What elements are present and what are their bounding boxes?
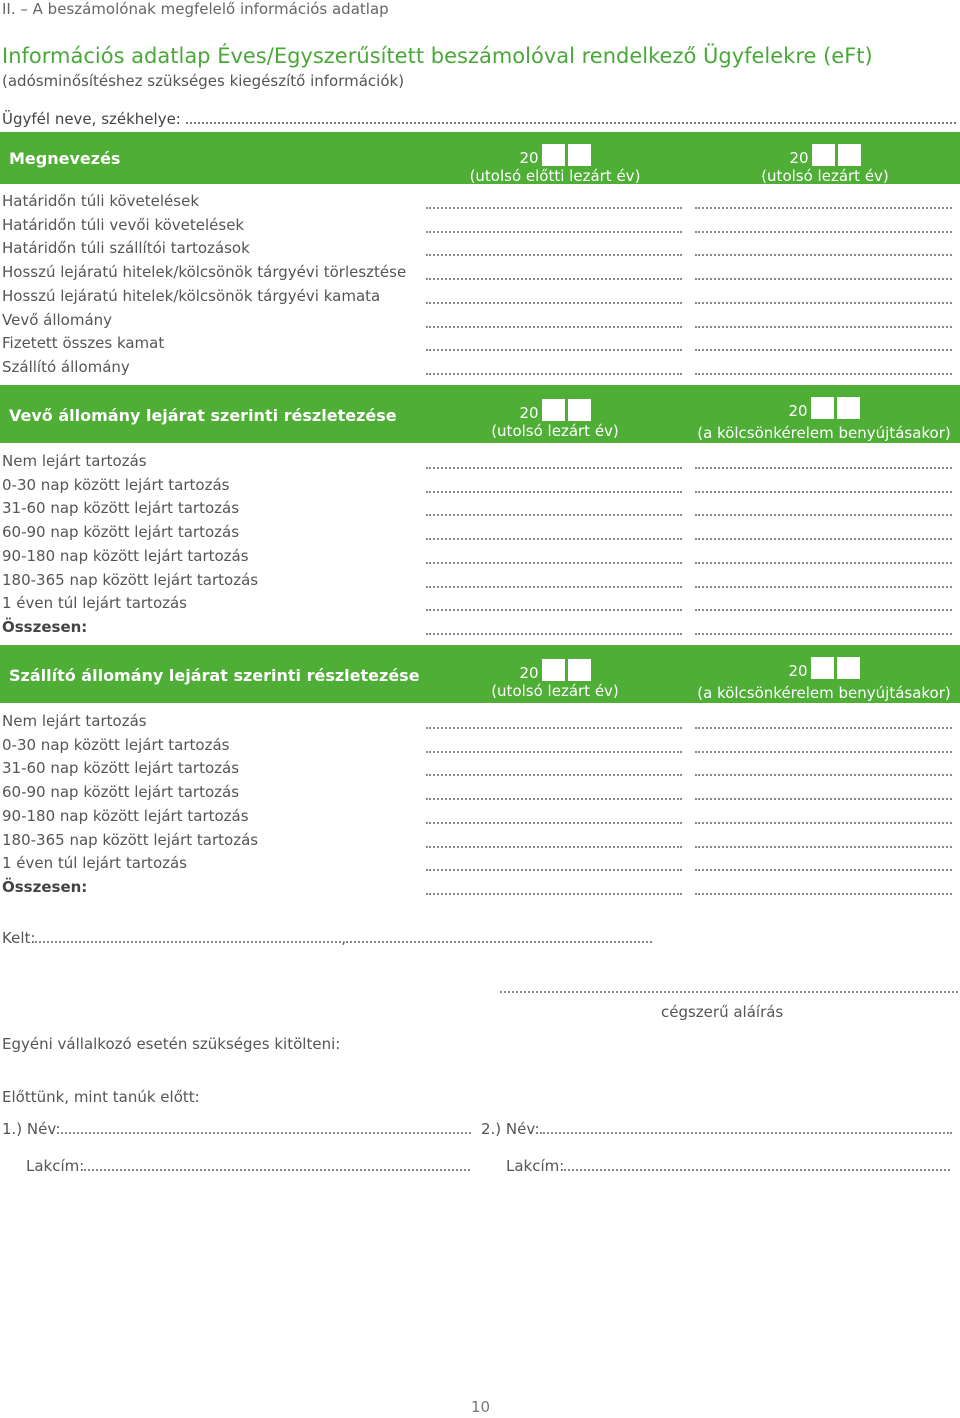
witness1-address-label: Lakcím:	[26, 1157, 85, 1175]
section1-col1-label: (utolsó előtti lezárt év)	[469, 167, 641, 185]
section3-col2-input[interactable]	[695, 846, 952, 848]
section2-col1-input[interactable]	[426, 562, 682, 564]
section3-col1-input[interactable]	[426, 869, 682, 871]
year-box[interactable]	[542, 399, 565, 421]
section1-row-label: Határidőn túli követelések	[2, 192, 200, 210]
section3-row	[0, 758, 960, 782]
page-number: 10	[471, 1398, 491, 1416]
section3-row-label: 90-180 nap között lejárt tartozás	[2, 806, 249, 825]
section2-row	[0, 593, 960, 617]
section1-row-label: Fizetett összes kamat	[2, 334, 165, 353]
section2-col1-input[interactable]	[426, 514, 682, 516]
signature-dotline[interactable]	[500, 991, 958, 993]
section2-col2-input[interactable]	[695, 562, 952, 564]
section2-col2-input[interactable]	[695, 586, 952, 588]
section3-row	[0, 830, 960, 854]
section1-row	[0, 262, 960, 286]
section-label: II. – A beszámolónak megfelelő információs adatlap	[2, 0, 389, 18]
section1-header	[0, 132, 960, 184]
section2-row	[0, 570, 960, 594]
section3-col1-input[interactable]	[426, 727, 682, 729]
section2-col2-input[interactable]	[695, 538, 952, 540]
sole-trader-label: Egyéni vállalkozó esetén szükséges kitölteni:	[2, 1035, 341, 1053]
year-box[interactable]	[568, 144, 591, 166]
year-box[interactable]	[812, 144, 835, 166]
section3-col2-input[interactable]	[695, 727, 952, 729]
section3-col1-year: 20	[519, 664, 539, 682]
section3-title: Szállító állomány lejárat szerinti részletezése	[9, 666, 420, 685]
section1-row	[0, 191, 960, 215]
section1-col1-input[interactable]	[426, 254, 682, 256]
section2-row	[0, 451, 960, 475]
year-box[interactable]	[837, 657, 860, 679]
section1-col1-header	[430, 144, 680, 185]
section1-col1-input[interactable]	[426, 302, 682, 304]
section1-col1-input[interactable]	[426, 278, 682, 280]
section1-col2-input[interactable]	[695, 373, 952, 375]
witness2-name-field[interactable]	[481, 1120, 952, 1138]
section1-row	[0, 238, 960, 262]
section1-col2-input[interactable]	[695, 302, 952, 304]
witnesses-label: Előttünk, mint tanúk előtt:	[2, 1088, 200, 1106]
section3-row	[0, 806, 960, 830]
section3-row-label: 60-90 nap között lejárt tartozás	[2, 783, 240, 802]
section3-col1-header	[430, 659, 680, 700]
section3-total-label: Összesen:	[2, 877, 88, 896]
section2-row	[0, 498, 960, 522]
witness2-address-label: Lakcím:	[506, 1157, 565, 1175]
section2-row	[0, 546, 960, 570]
year-box[interactable]	[542, 144, 565, 166]
section2-col1-input[interactable]	[426, 467, 682, 469]
section3-row	[0, 782, 960, 806]
section2-row	[0, 617, 960, 641]
section1-col1-input[interactable]	[426, 349, 682, 351]
section2-row-label: 60-90 nap között lejárt tartozás	[2, 523, 240, 542]
kelt-label: Kelt:	[2, 929, 36, 947]
signature-label: cégszerű aláírás	[661, 1003, 784, 1021]
section3-row	[0, 711, 960, 735]
witness2-address-field[interactable]	[506, 1157, 950, 1175]
section3-row-label: 180-365 nap között lejárt tartozás	[2, 830, 259, 849]
kelt-place-dotline	[35, 929, 341, 943]
section2-row	[0, 522, 960, 546]
section3-col2-input[interactable]	[695, 751, 952, 753]
section3-col1-input[interactable]	[426, 798, 682, 800]
witness1-address-field[interactable]	[26, 1157, 470, 1175]
section3-row-label: 31-60 nap között lejárt tartozás	[2, 759, 240, 778]
section2-total-label: Összesen:	[2, 617, 88, 636]
section3-row-label: 0-30 nap között lejárt tartozás	[2, 735, 230, 754]
section3-col1-input[interactable]	[426, 751, 682, 753]
year-box[interactable]	[568, 659, 591, 681]
year-box[interactable]	[568, 399, 591, 421]
year-box[interactable]	[811, 397, 834, 419]
section3-row-label: Nem lejárt tartozás	[2, 712, 147, 730]
section3-col1-input[interactable]	[426, 822, 682, 824]
section2-col2-input[interactable]	[695, 514, 952, 516]
section1-row	[0, 333, 960, 357]
client-name-field[interactable]	[2, 108, 956, 128]
section3-col1-input[interactable]	[426, 893, 682, 895]
section2-col1-input[interactable]	[426, 491, 682, 493]
section1-col2-input[interactable]	[695, 326, 952, 328]
section1-col1-input[interactable]	[426, 231, 682, 233]
witness2-name-label: 2.) Név:	[481, 1120, 540, 1138]
section2-col2-input[interactable]	[695, 609, 952, 611]
year-box[interactable]	[811, 657, 834, 679]
witness2-name-dotline	[540, 1120, 952, 1134]
section3-row-label: 1 éven túl lejárt tartozás	[2, 854, 187, 873]
kelt-separator: ,	[341, 929, 347, 947]
section2-title: Vevő állomány lejárat szerinti részletezése	[9, 406, 397, 425]
section1-col2-input[interactable]	[695, 278, 952, 280]
section2-row-label: 0-30 nap között lejárt tartozás	[2, 475, 230, 494]
section3-row	[0, 853, 960, 877]
section1-col2-label: (utolsó lezárt év)	[761, 167, 889, 185]
witness2-address-dotline	[564, 1157, 950, 1171]
section1-col2-input[interactable]	[695, 231, 952, 233]
section1-col1-input[interactable]	[426, 326, 682, 328]
section3-col2-input[interactable]	[695, 822, 952, 824]
section1-row	[0, 286, 960, 310]
section1-col2-input[interactable]	[695, 207, 952, 209]
witness1-address-dotline	[84, 1157, 470, 1171]
section1-row-label: Hosszú lejáratú hitelek/kölcsönök tárgyévi kamata	[2, 286, 381, 305]
section2-col2-input[interactable]	[695, 491, 952, 493]
section2-row-label: 180-365 nap között lejárt tartozás	[2, 570, 259, 589]
section1-title: Megnevezés	[9, 149, 121, 168]
section1-col1-input[interactable]	[426, 207, 682, 209]
section2-col2-label: (a kölcsönkérelem benyújtásakor)	[697, 424, 951, 442]
section3-col2-header	[693, 657, 955, 702]
section1-col1-year: 20	[519, 149, 539, 167]
section3-col2-input[interactable]	[695, 893, 952, 895]
section3-col2-input[interactable]	[695, 798, 952, 800]
section2-col1-input[interactable]	[426, 609, 682, 611]
year-box[interactable]	[542, 659, 565, 681]
section3-col1-input[interactable]	[426, 774, 682, 776]
section3-col2-year: 20	[788, 662, 808, 680]
section2-col2-year: 20	[788, 402, 808, 420]
section2-row-label: 1 éven túl lejárt tartozás	[2, 594, 187, 613]
year-box[interactable]	[838, 144, 861, 166]
section2-col1-header	[430, 399, 680, 440]
section3-col1-input[interactable]	[426, 846, 682, 848]
section1-row-label: Szállító állomány	[2, 357, 130, 376]
section3-col1-label: (utolsó lezárt év)	[491, 682, 619, 700]
page-title: Információs adatlap Éves/Egyszerűsített beszámolóval rendelkező Ügyfelekre (eFt)	[2, 44, 873, 68]
section2-row-label: Nem lejárt tartozás	[2, 452, 147, 470]
section1-col2-input[interactable]	[695, 254, 952, 256]
witness1-name-dotline	[61, 1120, 471, 1134]
section1-row-label: Határidőn túli szállítói tartozások	[2, 239, 250, 258]
section1-row-label: Hosszú lejáratú hitelek/kölcsönök tárgyévi törlesztése	[2, 263, 407, 282]
section2-col1-input[interactable]	[426, 586, 682, 588]
section3-row	[0, 735, 960, 759]
client-name-dotline	[186, 108, 956, 124]
section3-row	[0, 877, 960, 901]
witness1-name-label: 1.) Név:	[2, 1120, 61, 1138]
section1-col2-year: 20	[789, 149, 809, 167]
kelt-date-dotline	[346, 929, 652, 943]
section3-col2-input[interactable]	[695, 869, 952, 871]
section3-col2-input[interactable]	[695, 774, 952, 776]
section2-col1-year: 20	[519, 404, 539, 422]
section1-row	[0, 215, 960, 239]
section1-col1-input[interactable]	[426, 373, 682, 375]
section2-col1-input[interactable]	[426, 633, 682, 635]
client-name-label: Ügyfél neve, székhelye:	[2, 110, 181, 128]
section1-col2-header	[695, 144, 955, 185]
section2-row	[0, 475, 960, 499]
section2-col2-header	[693, 397, 955, 442]
section1-row	[0, 310, 960, 334]
section2-row-label: 31-60 nap között lejárt tartozás	[2, 499, 240, 518]
section1-row-label: Vevő állomány	[2, 310, 113, 329]
section1-row-label: Határidőn túli vevői követelések	[2, 215, 245, 234]
kelt-field[interactable]	[2, 929, 652, 947]
section2-col1-input[interactable]	[426, 538, 682, 540]
section2-row-label: 90-180 nap között lejárt tartozás	[2, 546, 249, 565]
section3-header	[0, 645, 960, 703]
section2-header	[0, 385, 960, 443]
section2-col2-input[interactable]	[695, 467, 952, 469]
section1-row	[0, 357, 960, 381]
section3-col2-label: (a kölcsönkérelem benyújtásakor)	[697, 684, 951, 702]
section2-col2-input[interactable]	[695, 633, 952, 635]
section2-col1-label: (utolsó lezárt év)	[491, 422, 619, 440]
page-subtitle: (adósminősítéshez szükséges kiegészítő információk)	[2, 72, 405, 90]
witness1-name-field[interactable]	[2, 1120, 471, 1138]
section1-col2-input[interactable]	[695, 349, 952, 351]
year-box[interactable]	[837, 397, 860, 419]
